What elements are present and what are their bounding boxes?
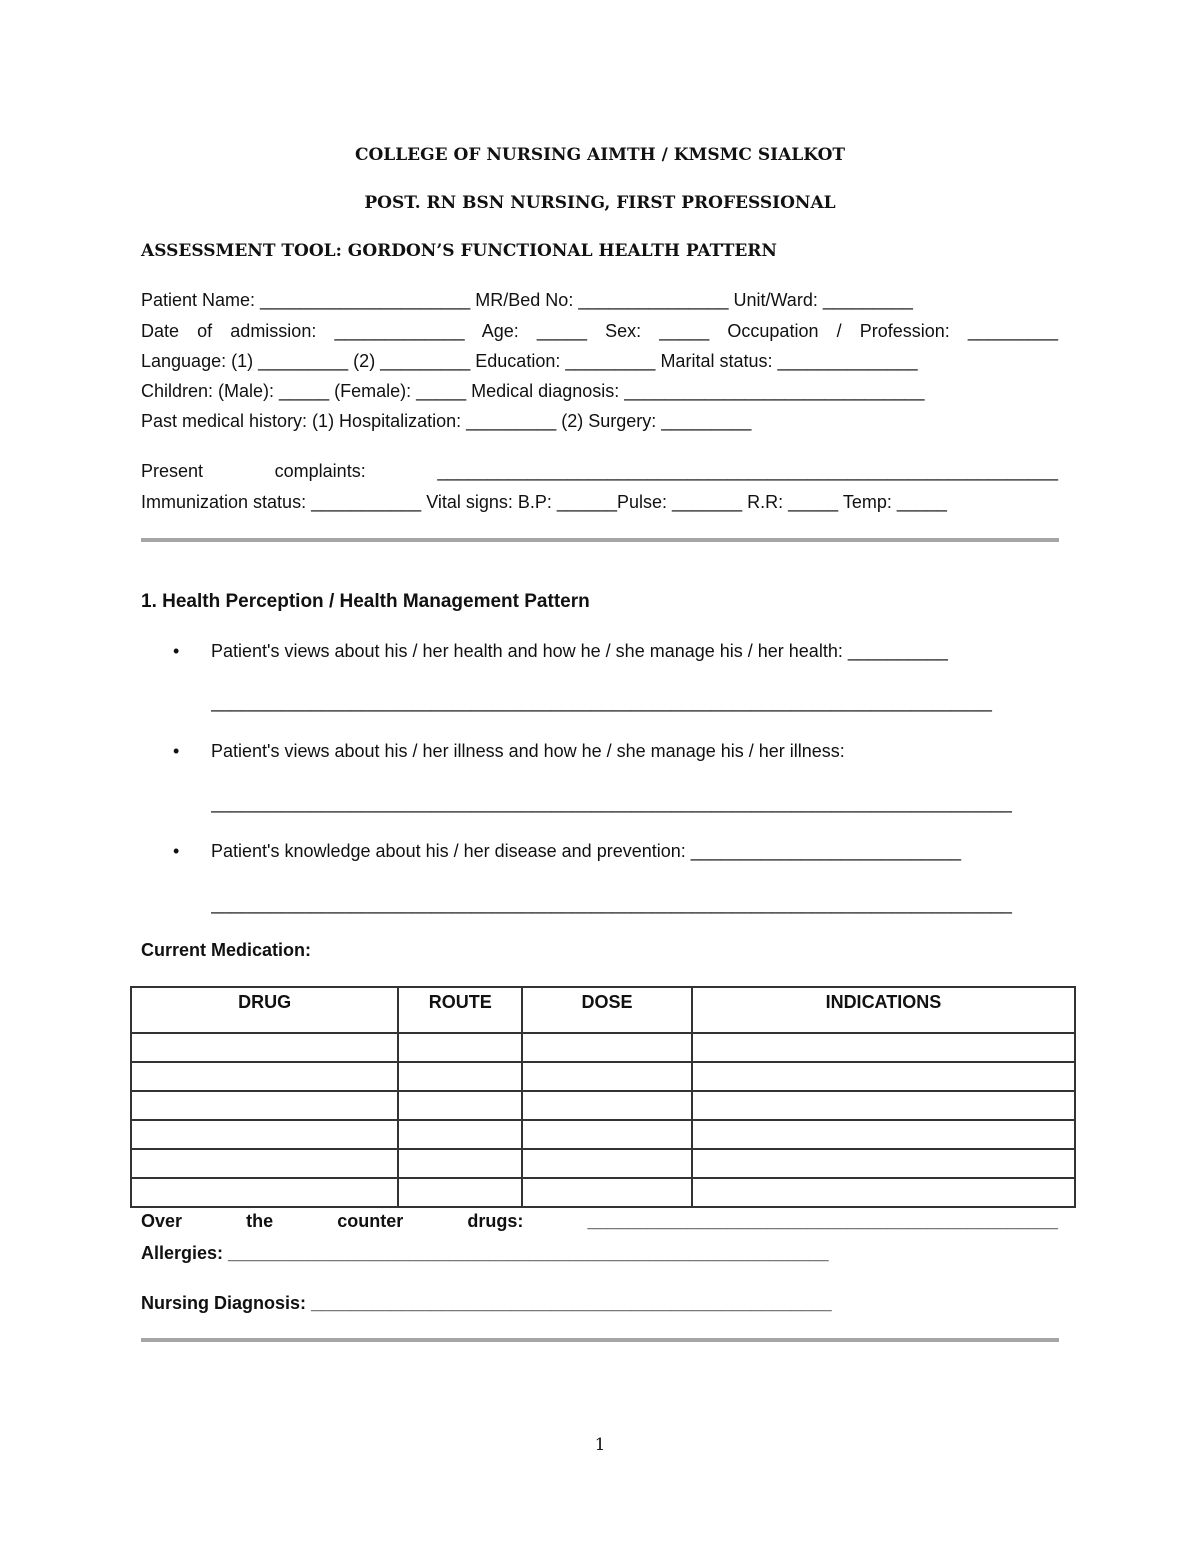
table-cell[interactable]: [692, 1120, 1075, 1149]
answer-blank: ________________________________________________________________________________: [211, 894, 1012, 914]
table-cell[interactable]: [398, 1091, 522, 1120]
otc-word: drugs:: [467, 1211, 524, 1231]
table-cell[interactable]: [692, 1062, 1075, 1091]
table-cell[interactable]: [131, 1033, 398, 1062]
table-cell[interactable]: [692, 1178, 1075, 1207]
patient-name-line: Patient Name: _____________________ MR/Bed No: _______________ Unit/Ward: _________: [141, 290, 913, 310]
otc-word: Over: [141, 1211, 183, 1231]
medication-table: [130, 986, 1076, 1208]
column-header-route: ROUTE: [398, 987, 522, 1033]
table-cell[interactable]: [692, 1033, 1075, 1062]
table-cell[interactable]: [398, 1149, 522, 1178]
present-complaints-line: Present complaints: ______________________________________________________________: [141, 461, 1058, 481]
answer-blank: ______________________________________________________________________________: [211, 692, 992, 712]
nursing-diagnosis-line: Nursing Diagnosis: ____________________________________________________: [141, 1293, 832, 1313]
answer-blank: ________________________________________________________________________________: [211, 793, 1012, 813]
table-row: [131, 1178, 1075, 1207]
table-cell[interactable]: [131, 1091, 398, 1120]
question-illness-views: Patient's views about his / her illness and how he / she manage his / her illness:: [211, 741, 845, 761]
table-cell[interactable]: [398, 1120, 522, 1149]
table-cell[interactable]: [522, 1033, 692, 1062]
divider: [141, 538, 1059, 542]
bullet-icon: •: [173, 741, 180, 761]
otc-word: the: [246, 1211, 274, 1231]
table-cell[interactable]: [522, 1149, 692, 1178]
table-header-row: [131, 987, 1075, 1033]
divider: [141, 1338, 1059, 1342]
section-title: 1. Health Perception / Health Management Pattern: [141, 591, 590, 612]
table-cell[interactable]: [522, 1062, 692, 1091]
table-cell[interactable]: [131, 1062, 398, 1091]
table-cell[interactable]: [131, 1178, 398, 1207]
table-cell[interactable]: [692, 1091, 1075, 1120]
table-cell[interactable]: [398, 1178, 522, 1207]
over-the-counter-line: [141, 1211, 1058, 1232]
current-medication-heading: Current Medication:: [141, 940, 312, 960]
program-title: POST. RN BSN NURSING, FIRST PROFESSIONAL: [364, 193, 836, 213]
assessment-tool-title: ASSESSMENT TOOL: GORDON’S FUNCTIONAL HEALTH PATTERN: [141, 241, 777, 261]
table-cell[interactable]: [522, 1091, 692, 1120]
question-disease-knowledge: Patient's knowledge about his / her disease and prevention: ___________________________: [211, 841, 962, 861]
page-number: 1: [594, 1435, 606, 1455]
table-cell[interactable]: [398, 1062, 522, 1091]
table-cell[interactable]: [522, 1120, 692, 1149]
table-cell[interactable]: [131, 1120, 398, 1149]
children-line: Children: (Male): _____ (Female): _____ Medical diagnosis: ______________________________: [141, 381, 925, 401]
table-row: [131, 1062, 1075, 1091]
table-cell[interactable]: [522, 1178, 692, 1207]
allergies-line: Allergies: ____________________________________________________________: [141, 1243, 829, 1263]
otc-blank: _______________________________________________: [587, 1211, 1058, 1231]
vitals-line: Immunization status: ___________ Vital signs: B.P: ______Pulse: _______ R.R: _____ Temp: _____: [141, 492, 947, 512]
admission-line: Date of admission: _____________ Age: _____ Sex: _____ Occupation / Profession: _________: [141, 321, 1058, 341]
table-row: [131, 1120, 1075, 1149]
past-history-line: Past medical history: (1) Hospitalization: _________ (2) Surgery: _________: [141, 411, 752, 431]
column-header-dose: DOSE: [522, 987, 692, 1033]
college-title: COLLEGE OF NURSING AIMTH / KMSMC SIALKOT: [354, 145, 846, 165]
column-header-drug: DRUG: [131, 987, 398, 1033]
bullet-icon: •: [173, 841, 180, 861]
question-health-views: Patient's views about his / her health and how he / she manage his / her health: __________: [211, 641, 948, 661]
table-row: [131, 1033, 1075, 1062]
bullet-icon: •: [173, 641, 180, 661]
table-cell[interactable]: [131, 1149, 398, 1178]
language-line: Language: (1) _________ (2) _________ Education: _________ Marital status: ______________: [141, 351, 918, 371]
table-row: [131, 1149, 1075, 1178]
table-row: [131, 1091, 1075, 1120]
otc-word: counter: [337, 1211, 404, 1231]
table-cell[interactable]: [398, 1033, 522, 1062]
table-cell[interactable]: [692, 1149, 1075, 1178]
column-header-indications: INDICATIONS: [692, 987, 1075, 1033]
